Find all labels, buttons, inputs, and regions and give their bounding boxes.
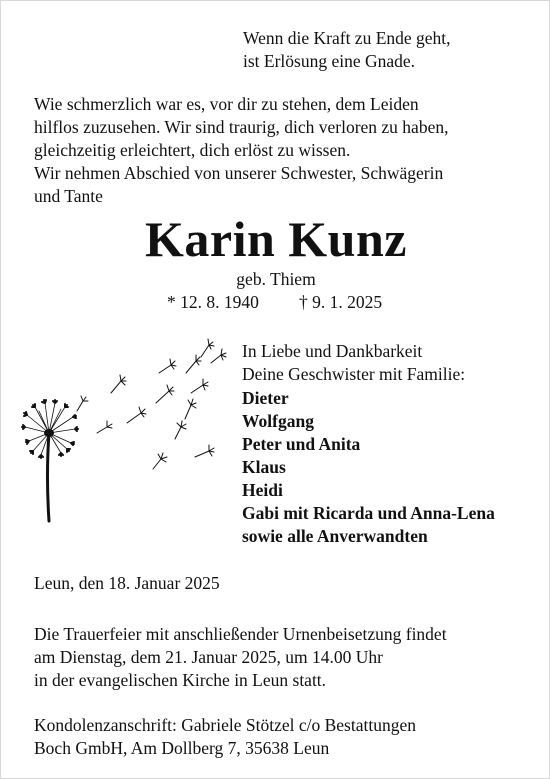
intro-line: Wir nehmen Abschied von unserer Schwester, Schwägerin — [34, 163, 444, 183]
mourner-name: Peter und Anita — [242, 434, 361, 454]
service-line: Die Trauerfeier mit anschließender Urnenbeisetzung findet — [34, 624, 447, 644]
mourner-name: Klaus — [242, 457, 286, 477]
dandelion-icon — [21, 331, 236, 526]
funeral-service-info — [34, 623, 447, 692]
birth-date: * 12. 8. 1940 — [167, 292, 259, 312]
maiden-name: geb. Thiem — [236, 269, 316, 289]
thanks-line: In Liebe und Dankbarkeit — [242, 341, 423, 361]
deceased-name: Karin Kunz — [145, 211, 407, 267]
place-date: Leun, den 18. Januar 2025 — [34, 573, 220, 593]
thanks-line: Deine Geschwister mit Familie: — [242, 364, 466, 384]
death-date: † 9. 1. 2025 — [299, 292, 383, 312]
mourner-name: Dieter — [242, 388, 289, 408]
condolence-address — [34, 714, 416, 760]
mourner-name: Heidi — [242, 480, 283, 500]
mourner-name: Wolfgang — [242, 411, 314, 431]
condolence-line: Kondolenzanschrift: Gabriele Stötzel c/o Bestattungen — [34, 715, 416, 735]
thanks-text — [242, 340, 465, 386]
mourner-name: sowie alle Anverwandten — [242, 526, 428, 546]
intro-line: gleichzeitig erleichtert, dich erlöst zu wissen. — [34, 140, 351, 160]
intro-line: und Tante — [34, 186, 103, 206]
mourner-name: Gabi mit Ricarda und Anna-Lena — [242, 503, 495, 523]
service-line: in der evangelischen Kirche in Leun statt. — [34, 670, 327, 690]
motto-line: ist Erlösung eine Gnade. — [243, 51, 416, 71]
intro-line: Wie schmerzlich war es, vor dir zu stehen, dem Leiden — [34, 94, 419, 114]
intro-line: hilflos zuzusehen. Wir sind traurig, dich verloren zu haben, — [34, 117, 449, 137]
motto — [243, 27, 451, 73]
mourners-list — [242, 387, 495, 548]
service-line: am Dienstag, dem 21. Januar 2025, um 14.00 Uhr — [34, 647, 383, 667]
intro-text — [34, 93, 448, 208]
motto-line: Wenn die Kraft zu Ende geht, — [243, 28, 451, 48]
condolence-line: Boch GmbH, Am Dollberg 7, 35638 Leun — [34, 738, 330, 758]
